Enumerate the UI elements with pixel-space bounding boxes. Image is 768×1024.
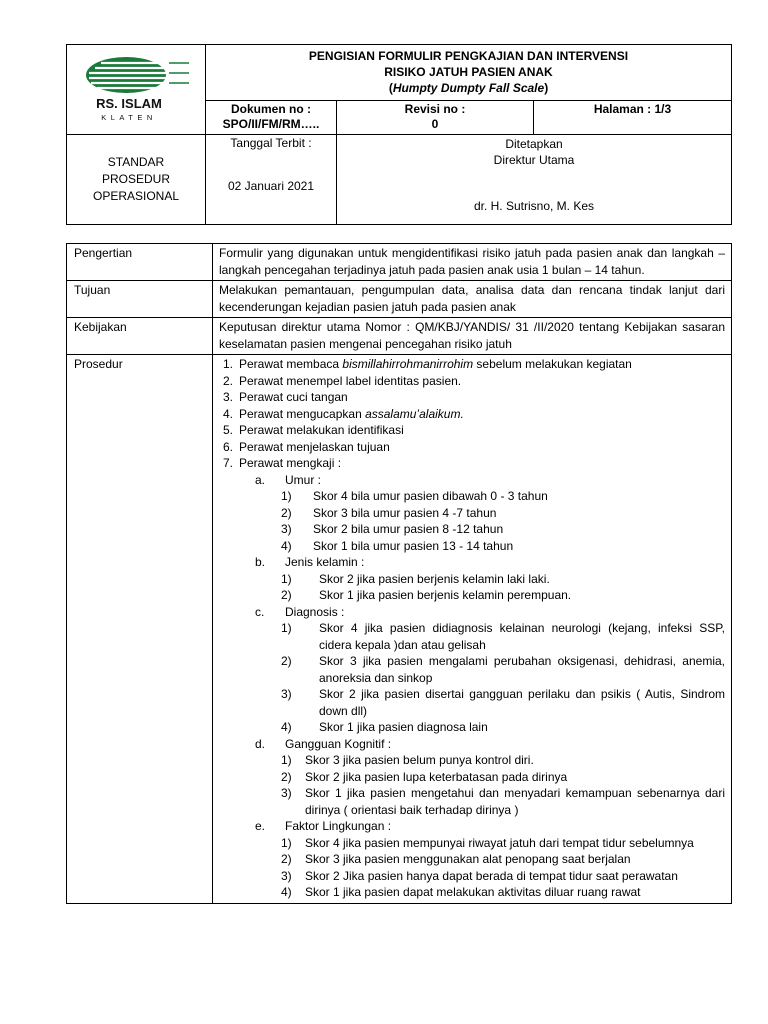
approval-signatory: dr. H. Sutrisno, M. Kes [473,199,595,213]
procedure-step: 3. Perawat cuci tangan [223,390,348,404]
sop-content-table [66,243,732,904]
document-number-cell [206,101,337,135]
hospital-logo-icon [81,51,191,125]
title-line-2: RISIKO JATUH PASIEN ANAK [384,65,553,79]
revision-cell [337,101,534,135]
approval-role: Direktur Utama [493,153,575,167]
assessment-age-heading: a. Umur : [255,472,321,487]
list-item: 4) Skor 1 jika pasien dapat melakukan aktivitas diluar ruang rawat [281,885,641,899]
assessment-environment-heading: e. Faktor Lingkungan : [255,819,392,833]
definition-label: Pengertian [67,244,213,281]
assessment-cognitive-heading: d. Gangguan Kognitif : [255,736,392,751]
sop-line-2: PROSEDUR [101,172,170,186]
procedure-step: 5. Perawat melakukan identifikasi [223,423,404,437]
logo-name: RS. ISLAM [96,96,162,111]
procedure-step: 1. Perawat membaca bismillahirrohmanirrohim sebelum melakukan kegiatan [223,357,632,371]
procedure-step: 4. Perawat mengucapkan assalamu’alaikum. [223,406,464,421]
document-number-value: SPO/II/FM/RM….. [222,117,320,131]
policy-label: Kebijakan [67,318,213,355]
issue-date-value: 02 Januari 2021 [227,179,315,193]
logo-city: KLATEN [101,113,157,122]
issue-date-cell [206,135,337,225]
approval-label: Ditetapkan [505,137,563,151]
procedure-step: 6. Perawat menjelaskan tujuan [223,439,390,454]
list-item: 2) Skor 1 jika pasien berjenis kelamin perempuan. [281,588,572,602]
list-item: 3) Skor 2 Jika pasien hanya dapat berada di tempat tidur saat perawatan [281,868,678,883]
hospital-logo-cell [67,45,206,135]
list-item: 1) Skor 3 jika pasien belum punya kontrol diri. [281,753,534,767]
policy-text: Keputusan direktur utama Nomor : QM/KBJ/YANDIS/ 31 /II/2020 tentang Kebijakan sasaran keselamatan pasien mengenai pencegahan risiko jatuh [213,318,732,355]
procedure-label: Prosedur [67,355,213,904]
list-item: 3) Skor 2 bila umur pasien 8 -12 tahun [281,522,504,536]
list-item: 4) Skor 1 jika pasien diagnosa lain [281,720,488,734]
revision-label: Revisi no : [404,102,466,116]
page-number-cell [534,101,732,135]
document-title [206,45,732,101]
list-item: 2) Skor 3 jika pasien menggunakan alat penopang saat berjalan [281,852,631,866]
list-item: 3) Skor 1 jika pasien mengetahui dan menyadari kemampuan sebenarnya dari dirinya ( orientasi baik terhadap dirinya ) [281,786,725,817]
list-item: 3) Skor 2 jika pasien disertai gangguan perilaku dan psikis ( Autis, Sindrom down dll) [281,687,725,718]
sop-line-1: STANDAR [107,155,165,169]
sop-line-3: OPERASIONAL [92,189,180,203]
list-item: 1) Skor 4 jika pasien didiagnosis kelainan neurologi (kejang, infeksi SSP, cidera kepala )dan atau gelisah [281,621,725,652]
approval-cell [337,135,732,225]
purpose-text: Melakukan pemantauan, pengumpulan data, analisa data dan rencana tindak lanjut dari kecenderungan kejadian pasien jatuh pada pasien anak [213,281,732,318]
definition-text: Formulir yang digunakan untuk mengidentifikasi risiko jatuh pada pasien anak dan langkah – langkah pencegahan terjadinya jatuh pada pasien anak usia 1 bulan – 14 tahun. [213,244,732,281]
list-item: 1) Skor 2 jika pasien berjenis kelamin laki laki. [281,571,550,586]
list-item: 1) Skor 4 bila umur pasien dibawah 0 - 3 tahun [281,489,548,503]
list-item: 4) Skor 1 bila umur pasien 13 - 14 tahun [281,538,514,553]
page-number-label: Halaman : 1/3 [593,102,672,116]
assessment-gender-heading: b. Jenis kelamin : [255,555,365,569]
list-item: 2) Skor 3 jika pasien mengalami perubahan oksigenasi, dehidrasi, anemia, anoreksia dan sinkop [281,654,725,685]
revision-value: 0 [431,117,439,131]
title-line-1: PENGISIAN FORMULIR PENGKAJIAN DAN INTERVENSI [308,49,629,63]
list-item: 2) Skor 2 jika pasien lupa keterbatasan pada dirinya [281,769,568,784]
procedure-content [213,355,732,904]
procedure-step: 2. Perawat menempel label identitas pasien. [223,373,462,388]
purpose-label: Tujuan [67,281,213,318]
sop-title-cell [67,135,206,225]
list-item: 2) Skor 3 bila umur pasien 4 -7 tahun [281,505,497,520]
document-number-label: Dokumen no : [231,102,311,116]
list-item: 1) Skor 4 jika pasien mempunyai riwayat jatuh dari tempat tidur sebelumnya [281,835,694,850]
procedure-step: 7. Perawat mengkaji : [223,456,342,470]
document-header [66,44,732,225]
title-line-3: (Humpty Dumpty Fall Scale) [388,81,549,95]
issue-date-label: Tanggal Terbit : [230,136,312,150]
title-scale-name: Humpty Dumpty Fall Scale [392,81,545,95]
assessment-diagnosis-heading: c. Diagnosis : [255,604,345,619]
